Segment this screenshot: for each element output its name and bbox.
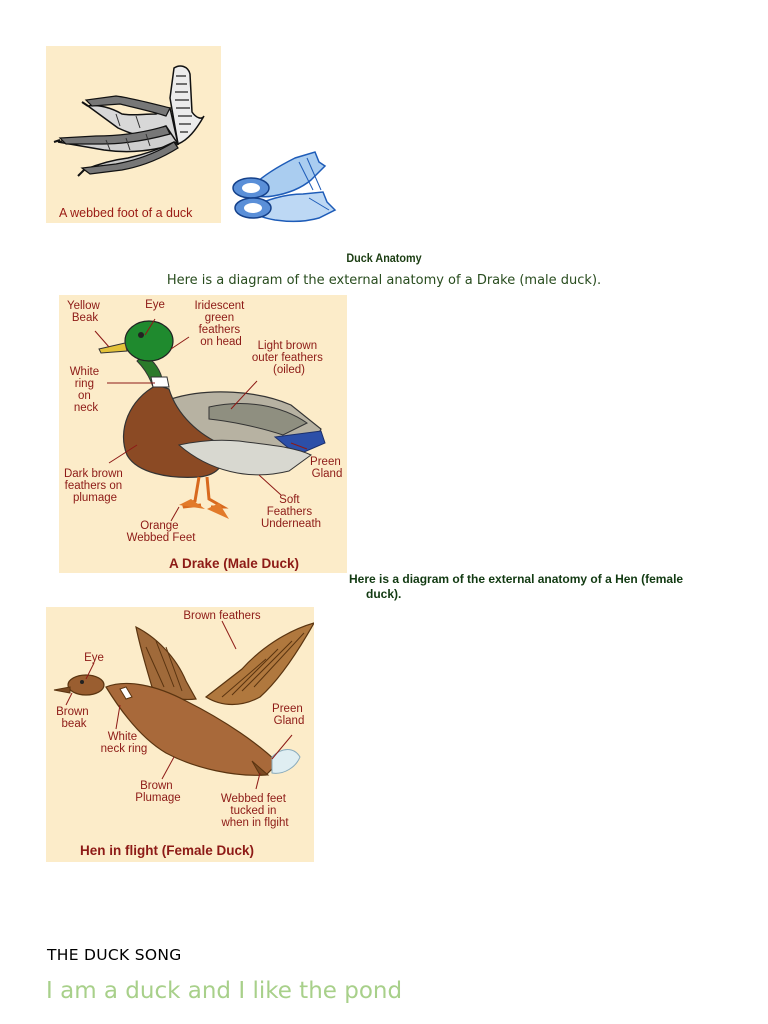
hen-diagram-title: Hen in flight (Female Duck) (80, 843, 255, 858)
hen-label-brown-plumage-1: Brown (140, 780, 173, 792)
song-title: THE DUCK SONG (47, 946, 182, 964)
hen-label-brown-feathers: Brown feathers (183, 610, 261, 622)
svg-text:Preen Gland (310, 456, 344, 480)
hen-label-preen-gland-2: Gland (273, 715, 305, 727)
svg-text:Yellow Beak (67, 300, 103, 324)
hen-label-brown-beak-1: Brown (56, 706, 89, 718)
label-dark-brown-2: feathers on (64, 480, 123, 492)
hen-label-webbed-feet-3: when in flgiht (221, 817, 289, 829)
svg-text:Brown feathers (183, 610, 261, 622)
drake-illustration (59, 295, 347, 573)
svg-text:Brown beak (56, 706, 92, 730)
hen-label-brown-beak-2: beak (61, 718, 87, 730)
svg-text:White neck ring (101, 731, 148, 755)
label-iridescent-3: feathers (198, 324, 241, 336)
label-white-ring-3: on (78, 390, 91, 402)
label-orange-feet-1: Orange (140, 520, 179, 532)
label-iridescent-4: on head (200, 336, 242, 348)
label-orange-feet-2: Webbed Feet (126, 532, 196, 544)
label-soft-feathers-1: Soft (279, 494, 300, 506)
svg-text:Orange Webbed Feet (127, 520, 197, 544)
song-line-1: I am a duck and I like the pond (46, 978, 403, 1004)
label-soft-feathers-2: Feathers (266, 506, 313, 518)
label-dark-brown-3: plumage (72, 492, 118, 504)
hen-intro-line-1: Here is a diagram of the external anatomy of a Hen (female (349, 572, 684, 586)
svg-text:Soft Feathers Unde (261, 494, 321, 530)
hen-label-eye: Eye (84, 652, 104, 664)
label-soft-feathers-3: Underneath (260, 518, 322, 530)
svg-text:Brown Plumage (135, 780, 180, 804)
hen-label-webbed-feet-1: Webbed feet (220, 793, 286, 805)
svg-text:Webbed feet tucked in (220, 793, 289, 829)
label-white-ring-2: ring (74, 378, 94, 390)
label-white-ring-4: neck (73, 402, 99, 414)
label-white-ring-1: White (69, 366, 100, 378)
svg-text:Eye (145, 299, 165, 311)
label-yellow-beak-1: Yellow (66, 300, 100, 312)
hen-label-preen-gland-1: Preen (272, 703, 303, 715)
drake-intro-text: Here is a diagram of the external anatomy of a Drake (male duck). (166, 273, 602, 288)
drake-diagram-title: A Drake (Male Duck) (169, 556, 300, 571)
hen-label-white-neck-ring-2: neck ring (100, 743, 148, 755)
svg-text:Eye (84, 652, 104, 664)
label-light-brown-1: Light brown (257, 340, 318, 352)
webbed-foot-image (46, 46, 221, 223)
hen-intro-text (349, 572, 729, 602)
label-iridescent-1: Iridescent (194, 300, 245, 312)
label-preen-gland-1: Preen (310, 456, 341, 468)
hen-anatomy-diagram (46, 607, 314, 862)
drake-anatomy-diagram (59, 295, 347, 573)
section-heading: Duck Anatomy (346, 251, 422, 265)
hen-label-white-neck-ring-1: White (107, 731, 138, 743)
label-light-brown-2: outer feathers (251, 352, 323, 364)
svg-text:Preen Gland (272, 703, 306, 727)
label-eye: Eye (145, 299, 165, 311)
hen-label-brown-plumage-2: Plumage (135, 792, 181, 804)
label-iridescent-2: green (204, 312, 235, 324)
label-dark-brown-1: Dark brown (63, 468, 123, 480)
hen-intro-line-2: duck). (366, 587, 402, 601)
label-light-brown-3: (oiled) (273, 364, 305, 376)
svg-text:Light brown outer feathe (252, 340, 326, 376)
foot-caption: A webbed foot of a duck (59, 206, 193, 220)
svg-text:Iridescent green f (194, 300, 247, 348)
hen-label-webbed-feet-2: tucked in (230, 805, 277, 817)
webbed-foot-figure (46, 46, 221, 223)
swim-fins-figure (229, 150, 339, 225)
label-yellow-beak-2: Beak (71, 312, 99, 324)
hen-illustration (46, 607, 314, 862)
label-preen-gland-2: Gland (311, 468, 343, 480)
svg-text:Dark brown feathers on (64, 468, 126, 504)
swim-fins-icon (229, 150, 339, 225)
svg-text:White ring on (70, 366, 103, 414)
